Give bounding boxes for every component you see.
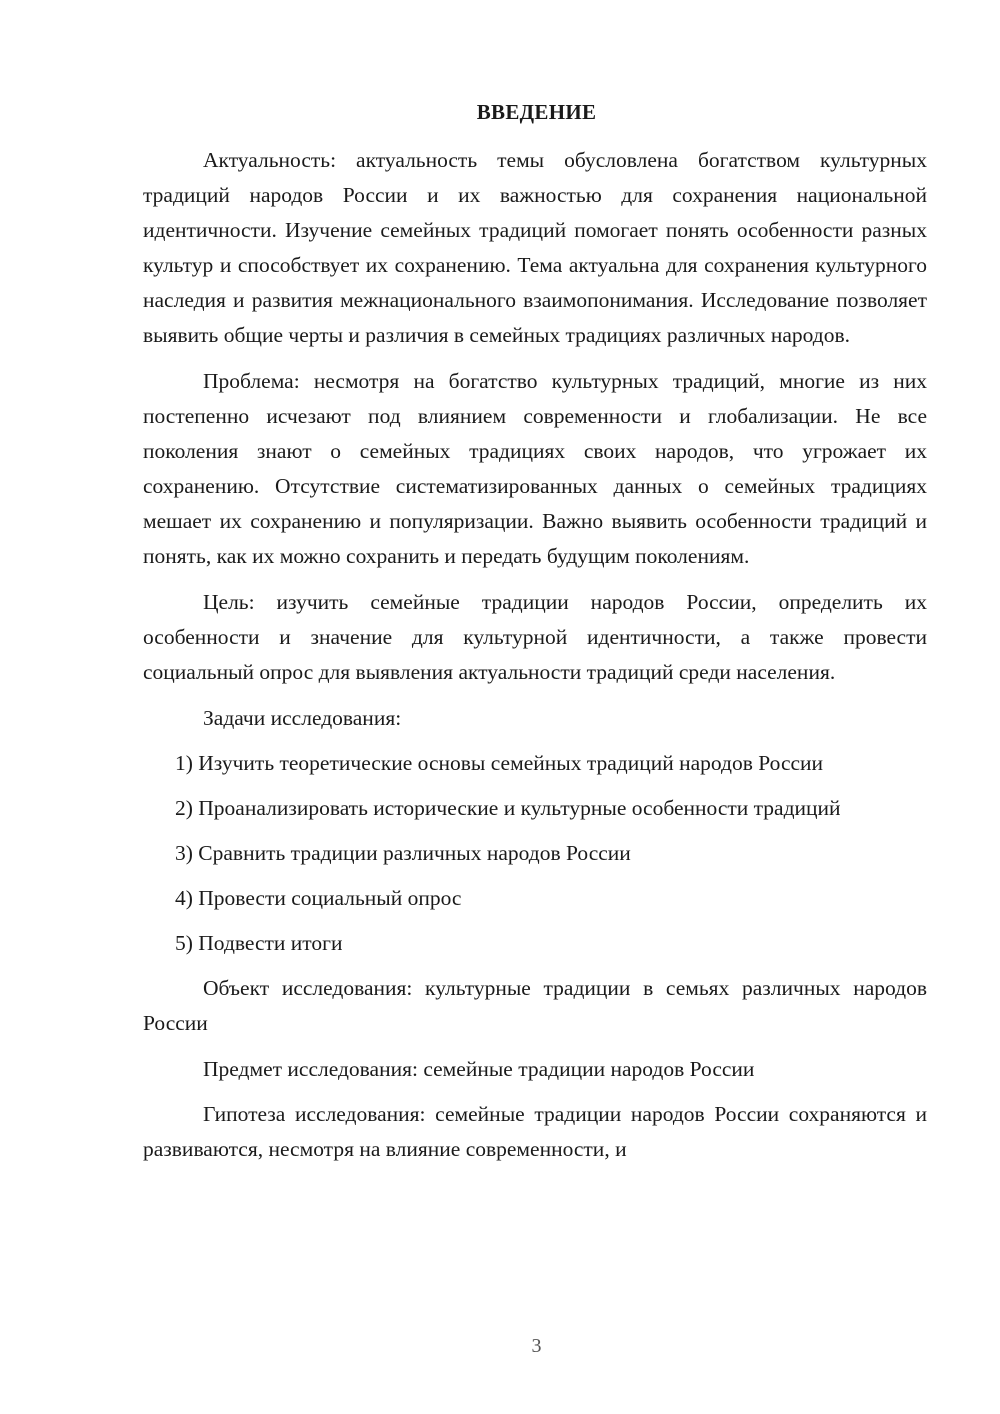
list-item: 5) Подвести итоги: [175, 931, 343, 955]
tasks-list: [143, 746, 927, 961]
list-item: 3) Сравнить традиции различных народов России: [175, 841, 631, 865]
paragraph-problem: Проблема: несмотря на богатство культурных традиций, многие из них постепенно исчезают под влиянием современности и глобализации. Не все поколения знают о семейных традициях своих народов, что угрожает их сохранению. Отсутствие систематизированных данных о семейных традициях мешает их сохранению и популяризации. Важно выявить особенности традиций и понять, как их можно сохранить и передать будущим поколениям.: [143, 369, 927, 568]
body-text: [143, 143, 927, 1178]
section-heading: ВВЕДЕНИЕ: [476, 100, 597, 124]
list-item: 1) Изучить теоретические основы семейных традиций народов России: [175, 751, 824, 775]
list-item: 4) Провести социальный опрос: [175, 886, 462, 910]
paragraph-tasks-heading: Задачи исследования:: [203, 706, 402, 730]
paragraph-hypothesis: Гипотеза исследования: семейные традиции народов России сохраняются и развиваются, несмотря на влияние современности, и: [143, 1102, 927, 1161]
paragraph-relevance: Актуальность: актуальность темы обусловлена богатством культурных традиций народов России и их важностью для сохранения национальной идентичности. Изучение семейных традиций помогает понять особенности разных культур и способствует их сохранению. Тема актуальна для сохранения культурного наследия и развития межнационального взаимопонимания. Исследование позволяет выявить общие черты и различия в семейных традициях различных народов.: [143, 148, 927, 347]
paragraph-goal: Цель: изучить семейные традиции народов России, определить их особенности и значение для культурной идентичности, а также провести социальный опрос для выявления актуальности традиций среди населения.: [143, 590, 927, 684]
page-number: 3: [531, 1335, 542, 1357]
paragraph-object: Объект исследования: культурные традиции в семьях различных народов России: [143, 976, 927, 1035]
list-item: 2) Проанализировать исторические и культурные особенности традиций: [175, 796, 841, 820]
paragraph-subject: Предмет исследования: семейные традиции народов России: [203, 1057, 755, 1081]
